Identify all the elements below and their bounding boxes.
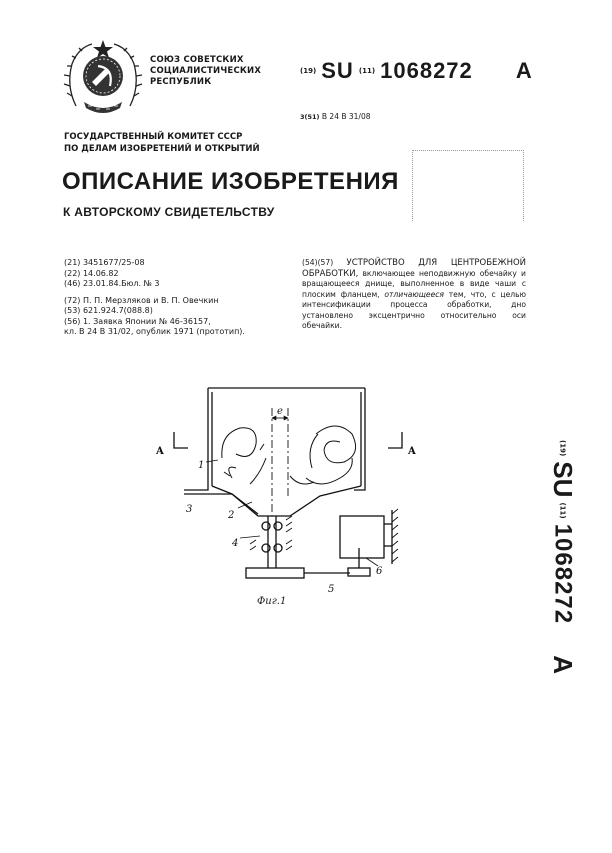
label-4: 4	[232, 538, 239, 549]
abstract-code: (54)(57)	[302, 258, 334, 267]
stamp-area	[412, 150, 524, 221]
figure-1-drawing	[140, 378, 440, 618]
label-1: 1	[198, 460, 205, 471]
abstract-text-1: включающее неподвижную обечайку и вращающееся днище, выполненное в виде чаши с плоским фланцем,	[302, 268, 526, 299]
vertical-inid-11: (11)	[558, 502, 567, 519]
application-number: (21) 3451677/25-08	[64, 258, 145, 267]
label-section-a-right: A	[408, 446, 416, 457]
country-code: SU	[321, 58, 354, 83]
reference-1: (56) 1. Заявка Японии № 46-36157,	[64, 316, 211, 326]
label-section-a-left: A	[156, 446, 164, 457]
patent-number: 1068272	[380, 58, 473, 83]
abstract-text-2: тем, что, с целью интенсификации процесса обработки, днo установлено эксцентрично относительно оси обечайки.	[302, 289, 526, 330]
label-2: 2	[228, 510, 235, 521]
committee-line: ПО ДЕЛАМ ИЗОБРЕТЕНИЙ И ОТКРЫТИЙ	[64, 144, 260, 154]
ussr-emblem	[62, 36, 144, 118]
org-line: СОЦИАЛИСТИЧЕСКИХ	[150, 66, 262, 76]
org-line: РЕСПУБЛИК	[150, 77, 212, 87]
label-5: 5	[328, 584, 335, 595]
abstract	[302, 258, 526, 332]
abstract-heading: УСТРОЙСТВО ДЛЯ ЦЕНТРОБЕЖНОЙ ОБРАБОТКИ,	[302, 258, 527, 279]
org-line: СОЮЗ СОВЕТСКИХ	[150, 55, 244, 65]
ipc-label: 3(51)	[300, 113, 320, 121]
committee-name	[64, 131, 260, 155]
kind-code: A	[515, 58, 533, 83]
figure-caption: Фиг.1	[257, 596, 287, 607]
inid-19: (19)	[300, 67, 317, 75]
authors: (72) П. П. Мерзляков и В. П. Овечкин	[64, 295, 219, 305]
vertical-patent-number-value: 1068272	[549, 523, 577, 625]
label-e: e	[277, 406, 283, 417]
bibliographic-data	[64, 258, 245, 338]
vertical-country-code: SU	[548, 461, 578, 498]
filing-date: (22) 14.06.82	[64, 268, 119, 278]
vertical-patent-number	[520, 440, 590, 675]
country-name	[150, 55, 261, 88]
document-title: ОПИСАНИЕ ИЗОБРЕТЕНИЯ	[62, 168, 399, 195]
committee-line: ГОСУДАРСТВЕННЫЙ КОМИТЕТ СССР	[64, 132, 243, 142]
document-subtitle: К АВТОРСКОМУ СВИДЕТЕЛЬСТВУ	[63, 205, 275, 219]
ipc-classification	[300, 112, 371, 121]
publication-date: (46) 23.01.84.Бюл. № 3	[64, 279, 160, 288]
patent-number-header	[300, 58, 533, 84]
abstract-emphasis: отличающееся	[384, 289, 444, 299]
inid-11: (11)	[358, 67, 376, 75]
ipc-value: B 24 B 31/08	[321, 112, 371, 121]
label-6: 6	[376, 566, 383, 577]
label-3: 3	[186, 504, 193, 515]
reference-2: кл. В 24 В 31/02, опублик 1971 (прототип).	[64, 327, 245, 336]
vertical-inid-19: (19)	[558, 440, 567, 457]
udc-code: (53) 621.924.7(088.8)	[64, 306, 153, 315]
vertical-kind-code: A	[548, 655, 578, 674]
